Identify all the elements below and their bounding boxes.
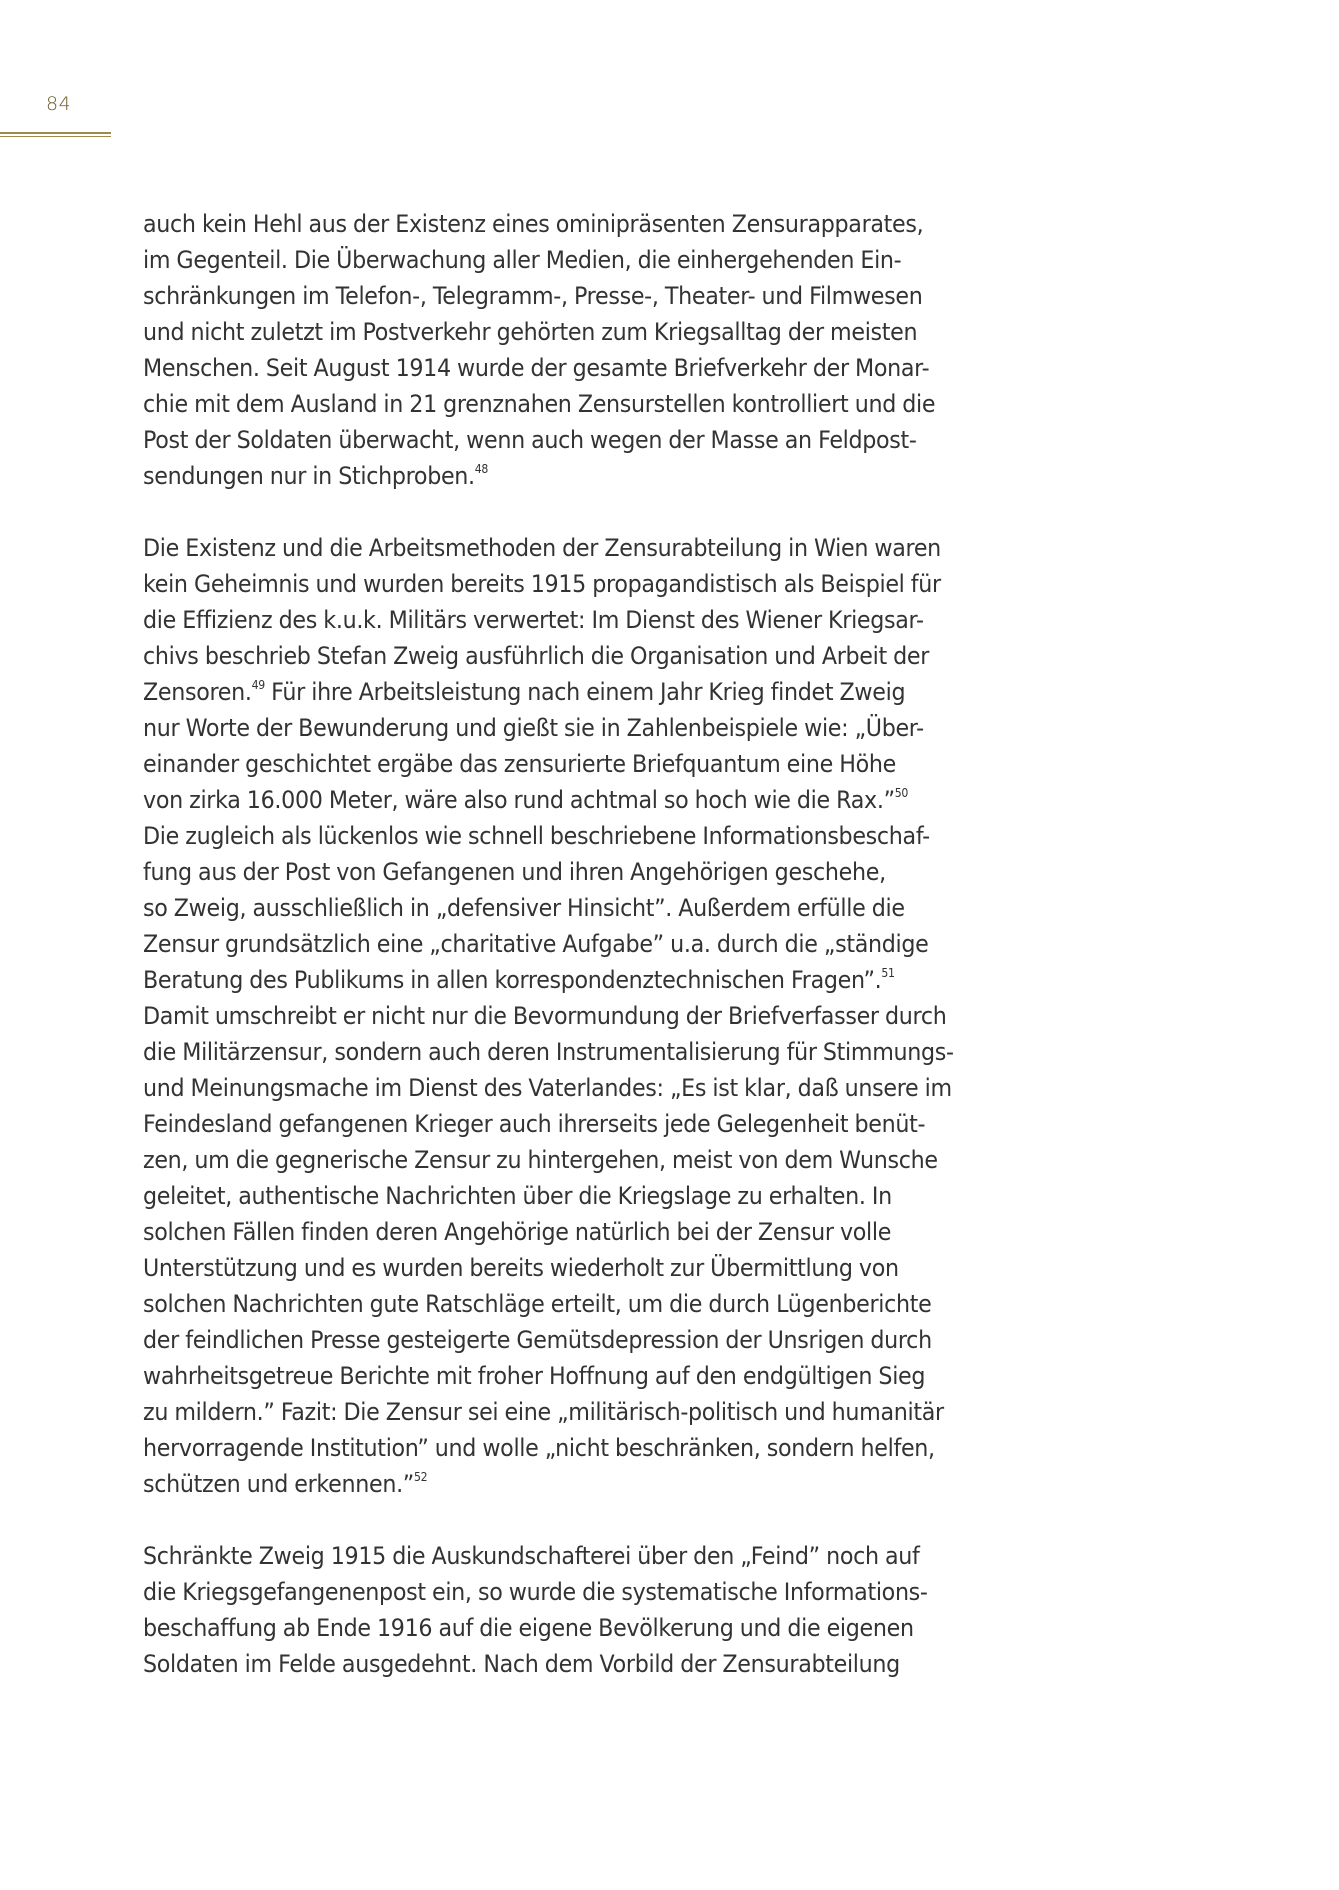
text-line xyxy=(143,1538,962,1574)
footnote-marker: 51 xyxy=(881,965,895,980)
footnote-marker: 50 xyxy=(894,785,909,800)
line-text: chie mit dem Ausland in 21 grenznahen Zensurstellen kontrolliert und die xyxy=(143,389,936,418)
text-line xyxy=(143,602,962,638)
line-text-continued: Für ihre Arbeitsleistung nach einem Jahr Krieg findet Zweig xyxy=(264,677,906,706)
line-text: der feindlichen Presse gesteigerte Gemütsdepression der Unsrigen durch xyxy=(143,1325,932,1354)
line-text: Die Existenz und die Arbeitsmethoden der Zensurabteilung in Wien waren xyxy=(143,533,941,562)
line-text: zen, um die gegnerische Zensur zu hintergehen, meist von dem Wunsche xyxy=(143,1145,938,1174)
line-text: kein Geheimnis und wurden bereits 1915 propagandistisch als Beispiel für xyxy=(143,569,941,598)
line-text: Soldaten im Felde ausgedehnt. Nach dem Vorbild der Zensurabteilung xyxy=(143,1649,900,1678)
line-text: die Effizienz des k.u.k. Militärs verwertet: Im Dienst des Wiener Kriegsar- xyxy=(143,605,924,634)
line-text: Damit umschreibt er nicht nur die Bevormundung der Briefverfasser durch xyxy=(143,1001,947,1030)
line-text: Unterstützung und es wurden bereits wiederholt zur Übermittlung von xyxy=(143,1253,899,1282)
paragraph xyxy=(143,530,1043,1502)
paragraph xyxy=(143,206,1043,494)
text-line xyxy=(143,1466,962,1502)
line-text: sendungen nur in Stichproben. xyxy=(143,461,475,490)
line-text: Beratung des Publikums in allen korrespondenztechnischen Fragen”. xyxy=(143,965,882,994)
line-text: geleitet, authentische Nachrichten über die Kriegslage zu erhalten. In xyxy=(143,1181,892,1210)
body-text xyxy=(143,206,1043,1718)
footnote-marker: 52 xyxy=(413,1469,428,1484)
footnote-marker: 49 xyxy=(251,677,265,692)
line-text: auch kein Hehl aus der Existenz eines ominipräsenten Zensurapparates, xyxy=(143,209,924,238)
text-line xyxy=(143,1070,962,1106)
text-line xyxy=(143,1394,962,1430)
text-line xyxy=(143,890,962,926)
line-text: schränkungen im Telefon-, Telegramm-, Presse-, Theater- und Filmwesen xyxy=(143,281,923,310)
text-line xyxy=(143,998,962,1034)
footnote-marker: 48 xyxy=(474,461,489,476)
text-line xyxy=(143,962,962,998)
text-line xyxy=(143,818,962,854)
line-text: Zensoren. xyxy=(143,677,252,706)
line-text: wahrheitsgetreue Berichte mit froher Hoffnung auf den endgültigen Sieg xyxy=(143,1361,926,1390)
text-line xyxy=(143,1214,962,1250)
text-line xyxy=(143,1178,962,1214)
line-text: solchen Nachrichten gute Ratschläge erteilt, um die durch Lügenberichte xyxy=(143,1289,932,1318)
line-text: beschaffung ab Ende 1916 auf die eigene Bevölkerung und die eigenen xyxy=(143,1613,914,1642)
header-rule xyxy=(0,132,111,137)
text-line xyxy=(143,1322,962,1358)
text-line xyxy=(143,1610,962,1646)
line-text: Post der Soldaten überwacht, wenn auch wegen der Masse an Feldpost- xyxy=(143,425,917,454)
text-line xyxy=(143,206,962,242)
line-text: einander geschichtet ergäbe das zensurierte Briefquantum eine Höhe xyxy=(143,749,896,778)
text-line xyxy=(143,1286,962,1322)
paragraph xyxy=(143,1538,1043,1682)
text-line xyxy=(143,566,962,602)
line-text: Feindesland gefangenen Krieger auch ihrerseits jede Gelegenheit benüt- xyxy=(143,1109,926,1138)
line-text: von zirka 16.000 Meter, wäre also rund achtmal so hoch wie die Rax.” xyxy=(143,785,895,814)
text-line xyxy=(143,638,962,674)
text-line xyxy=(143,386,962,422)
text-line xyxy=(143,782,962,818)
text-line xyxy=(143,278,962,314)
text-line xyxy=(143,1106,962,1142)
line-text: solchen Fällen finden deren Angehörige natürlich bei der Zensur volle xyxy=(143,1217,892,1246)
text-line xyxy=(143,746,962,782)
line-text: fung aus der Post von Gefangenen und ihren Angehörigen geschehe, xyxy=(143,857,886,886)
line-text: im Gegenteil. Die Überwachung aller Medien, die einhergehenden Ein- xyxy=(143,245,902,274)
line-text: und Meinungsmache im Dienst des Vaterlandes: „Es ist klar, daß unsere im xyxy=(143,1073,952,1102)
text-line xyxy=(143,674,962,710)
text-line xyxy=(143,926,962,962)
text-line xyxy=(143,1646,962,1682)
line-text: Zensur grundsätzlich eine „charitative Aufgabe” u.a. durch die „ständige xyxy=(143,929,929,958)
text-line xyxy=(143,1250,962,1286)
line-text: Schränkte Zweig 1915 die Auskundschafterei über den „Feind” noch auf xyxy=(143,1541,920,1570)
line-text: die Kriegsgefangenenpost ein, so wurde die systematische Informations- xyxy=(143,1577,928,1606)
text-line xyxy=(143,458,962,494)
text-line xyxy=(143,530,962,566)
page-number: 84 xyxy=(46,93,72,115)
text-line xyxy=(143,1142,962,1178)
line-text: und nicht zuletzt im Postverkehr gehörten zum Kriegsalltag der meisten xyxy=(143,317,918,346)
text-line xyxy=(143,1430,962,1466)
line-text: chivs beschrieb Stefan Zweig ausführlich die Organisation und Arbeit der xyxy=(143,641,930,670)
text-line xyxy=(143,422,962,458)
line-text: so Zweig, ausschließlich in „defensiver Hinsicht”. Außerdem erfülle die xyxy=(143,893,905,922)
line-text: zu mildern.” Fazit: Die Zensur sei eine „militärisch-politisch und humanitär xyxy=(143,1397,944,1426)
text-line xyxy=(143,1574,962,1610)
text-line xyxy=(143,710,962,746)
text-line xyxy=(143,242,962,278)
text-line xyxy=(143,1358,962,1394)
line-text: Menschen. Seit August 1914 wurde der gesamte Briefverkehr der Monar- xyxy=(143,353,930,382)
text-line xyxy=(143,350,962,386)
text-line xyxy=(143,314,962,350)
text-line xyxy=(143,854,962,890)
line-text: die Militärzensur, sondern auch deren Instrumentalisierung für Stimmungs- xyxy=(143,1037,954,1066)
line-text: nur Worte der Bewunderung und gießt sie in Zahlenbeispiele wie: „Über- xyxy=(143,713,924,742)
line-text: hervorragende Institution” und wolle „nicht beschränken, sondern helfen, xyxy=(143,1433,935,1462)
line-text: Die zugleich als lückenlos wie schnell beschriebene Informationsbeschaf- xyxy=(143,821,930,850)
text-line xyxy=(143,1034,962,1070)
line-text: schützen und erkennen.” xyxy=(143,1469,414,1498)
